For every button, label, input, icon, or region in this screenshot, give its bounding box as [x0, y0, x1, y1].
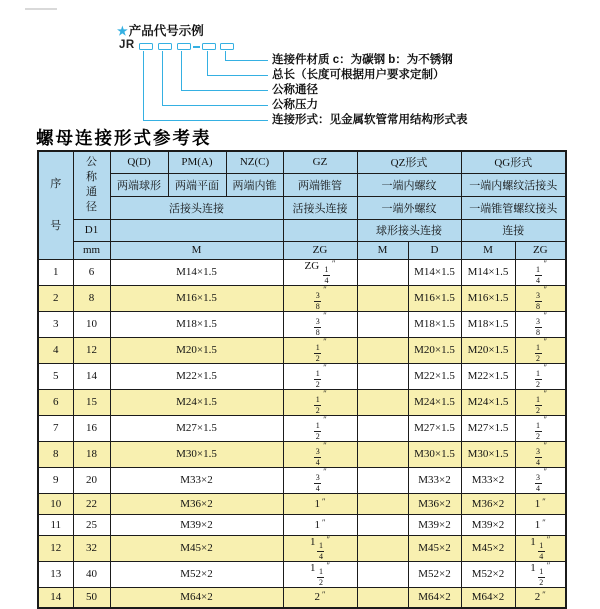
table-cell: M18×1.5 — [110, 311, 283, 337]
header-cell: 两端平面 — [168, 173, 226, 196]
header-cell-gz: GZ — [283, 151, 357, 173]
table-cell: $\frac{3}{8}$ ″ — [283, 311, 357, 337]
table-cell: M33×2 — [408, 467, 461, 493]
header-cell: 一端内螺纹 — [357, 173, 461, 196]
table-cell: M16×1.5 — [110, 285, 283, 311]
table-cell: M45×2 — [408, 535, 461, 561]
code-box-1 — [139, 43, 153, 50]
connector-line — [181, 51, 182, 90]
table-cell: M27×1.5 — [408, 415, 461, 441]
table-cell — [357, 363, 408, 389]
header-cell-d1: D1 — [73, 219, 110, 241]
table-cell: M20×1.5 — [408, 337, 461, 363]
diagram-title-text: 产品代号示例 — [128, 24, 204, 38]
table-cell: M18×1.5 — [461, 311, 515, 337]
table-cell: 1 $\frac{1}{4}$ ″ — [515, 535, 566, 561]
table-cell: 2 — [38, 285, 73, 311]
table-cell: M22×1.5 — [408, 363, 461, 389]
table-cell: M22×1.5 — [461, 363, 515, 389]
table-cell: M33×2 — [461, 467, 515, 493]
table-cell: 25 — [73, 514, 110, 535]
table-cell: M39×2 — [110, 514, 283, 535]
header-cell-pma: PM(A) — [168, 151, 226, 173]
table-row — [38, 587, 566, 608]
table-cell: 4 — [38, 337, 73, 363]
table-cell: 3 — [38, 311, 73, 337]
header-cell: 连接 — [461, 219, 566, 241]
code-dash — [193, 46, 200, 48]
table-cell: $\frac{1}{4}$ ″ — [515, 259, 566, 285]
diagram-label-connection: 连接形式：见金属软管常用结构形式表 — [272, 114, 468, 126]
table-cell: M52×2 — [110, 561, 283, 587]
header-cell: D — [408, 241, 461, 259]
table-cell: 32 — [73, 535, 110, 561]
table-cell: 50 — [73, 587, 110, 608]
header-cell: 两端球形 — [110, 173, 168, 196]
header-cell-qg: QG形式 — [461, 151, 566, 173]
table-row — [38, 389, 566, 415]
table-cell: M45×2 — [461, 535, 515, 561]
header-cell-dn: 公称通径 — [73, 151, 110, 219]
table-cell: M24×1.5 — [408, 389, 461, 415]
table-cell: 13 — [38, 561, 73, 587]
table-cell: M14×1.5 — [408, 259, 461, 285]
table-cell: 10 — [38, 493, 73, 514]
table-cell: 7 — [38, 415, 73, 441]
table-cell: M30×1.5 — [408, 441, 461, 467]
header-cell: ZG — [283, 241, 357, 259]
connector-line — [225, 51, 226, 60]
table-cell: $\frac{1}{2}$ ″ — [515, 415, 566, 441]
table-cell: 6 — [38, 389, 73, 415]
table-cell: M30×1.5 — [461, 441, 515, 467]
table-cell: $\frac{3}{4}$ ″ — [283, 467, 357, 493]
table-cell: M64×2 — [408, 587, 461, 608]
table-cell — [357, 389, 408, 415]
table-cell: 2 ″ — [515, 587, 566, 608]
table-row — [38, 363, 566, 389]
table-cell: 1 ″ — [283, 493, 357, 514]
header-cell: 一端外螺纹 — [357, 196, 461, 219]
table-cell: M45×2 — [110, 535, 283, 561]
table-cell: M36×2 — [110, 493, 283, 514]
diagram-label-pressure: 公称压力 — [272, 99, 318, 111]
table-cell: 6 — [73, 259, 110, 285]
table-cell: $\frac{1}{2}$ ″ — [283, 389, 357, 415]
table-cell — [357, 415, 408, 441]
table-cell: M24×1.5 — [110, 389, 283, 415]
header-row-4 — [38, 219, 566, 241]
table-cell: 2 ″ — [283, 587, 357, 608]
code-box-2 — [158, 43, 172, 50]
table-cell: 14 — [38, 587, 73, 608]
table-cell: $\frac{1}{2}$ ″ — [283, 363, 357, 389]
header-cell: M — [357, 241, 408, 259]
table-row — [38, 561, 566, 587]
header-row-1 — [38, 151, 566, 173]
table-cell — [357, 561, 408, 587]
diagram-title — [117, 21, 204, 39]
table-row — [38, 311, 566, 337]
table-cell: 40 — [73, 561, 110, 587]
table-cell: $\frac{3}{4}$ ″ — [515, 441, 566, 467]
table-cell: $\frac{1}{2}$ ″ — [515, 363, 566, 389]
table-cell: $\frac{3}{4}$ ″ — [283, 441, 357, 467]
table-row — [38, 285, 566, 311]
table-cell: M14×1.5 — [461, 259, 515, 285]
header-row-3 — [38, 196, 566, 219]
table-cell: M64×2 — [110, 587, 283, 608]
table-cell: 15 — [73, 389, 110, 415]
code-box-4 — [202, 43, 216, 50]
table-cell: M64×2 — [461, 587, 515, 608]
connector-line — [143, 120, 268, 121]
table-cell — [357, 535, 408, 561]
table-cell: M36×2 — [461, 493, 515, 514]
table-cell: 14 — [73, 363, 110, 389]
header-cell: 两端锥管 — [283, 173, 357, 196]
table-cell — [357, 587, 408, 608]
connector-line — [143, 51, 144, 120]
table-cell: 1 $\frac{1}{2}$ ″ — [515, 561, 566, 587]
scan-artifact — [25, 8, 57, 10]
product-code-prefix: JR — [119, 39, 135, 51]
table-cell: M39×2 — [461, 514, 515, 535]
table-cell: 18 — [73, 441, 110, 467]
table-cell: 12 — [73, 337, 110, 363]
table-cell: 1 ″ — [515, 514, 566, 535]
diagram-label-length: 总长（长度可根据用户要求定制） — [272, 69, 445, 81]
nut-connection-reference-table — [37, 150, 567, 609]
header-cell: 一端内螺纹活接头 — [461, 173, 566, 196]
table-cell: 1 $\frac{1}{4}$ ″ — [283, 535, 357, 561]
table-cell: M24×1.5 — [461, 389, 515, 415]
table-cell: M18×1.5 — [408, 311, 461, 337]
table-cell: 12 — [38, 535, 73, 561]
diagram-label-diameter: 公称通径 — [272, 84, 318, 96]
table-cell: M27×1.5 — [110, 415, 283, 441]
table-cell: 9 — [38, 467, 73, 493]
table-cell: 20 — [73, 467, 110, 493]
header-cell-empty — [110, 219, 283, 241]
connector-line — [225, 60, 268, 61]
header-cell-qd: Q(D) — [110, 151, 168, 173]
header-cell: 活接头连接 — [110, 196, 283, 219]
table-row — [38, 441, 566, 467]
table-cell: 16 — [73, 415, 110, 441]
table-cell: M27×1.5 — [461, 415, 515, 441]
table-cell — [357, 467, 408, 493]
connector-line — [207, 75, 268, 76]
connector-line — [162, 105, 268, 106]
table-cell: $\frac{1}{2}$ ″ — [283, 415, 357, 441]
table-cell — [357, 259, 408, 285]
header-cell: M — [461, 241, 515, 259]
table-cell: $\frac{3}{8}$ ″ — [283, 285, 357, 311]
header-cell-mm: mm — [73, 241, 110, 259]
table-cell: 11 — [38, 514, 73, 535]
table-cell: M20×1.5 — [110, 337, 283, 363]
header-cell: M — [110, 241, 283, 259]
table-cell: M20×1.5 — [461, 337, 515, 363]
table-row — [38, 493, 566, 514]
table-cell: 1 ″ — [283, 514, 357, 535]
table-cell: M14×1.5 — [110, 259, 283, 285]
table-cell: 5 — [38, 363, 73, 389]
star-icon: ★ — [117, 24, 128, 38]
connector-line — [207, 51, 208, 75]
diagram-label-material: 连接件材质 c：为碳钢 b：为不锈钢 — [272, 54, 453, 66]
header-cell-no: 序号 — [38, 151, 73, 259]
table-row — [38, 415, 566, 441]
table-cell: $\frac{1}{2}$ ″ — [515, 389, 566, 415]
table-cell: M22×1.5 — [110, 363, 283, 389]
header-cell: ZG — [515, 241, 566, 259]
connector-line — [162, 51, 163, 105]
table-row — [38, 514, 566, 535]
table-cell: ZG $\frac{1}{4}$ ″ — [283, 259, 357, 285]
code-box-5 — [220, 43, 234, 50]
header-row-2 — [38, 173, 566, 196]
table-cell: 1 — [38, 259, 73, 285]
header-row-5 — [38, 241, 566, 259]
table-cell — [357, 441, 408, 467]
table-cell: M52×2 — [408, 561, 461, 587]
table-cell: 10 — [73, 311, 110, 337]
table-cell: 22 — [73, 493, 110, 514]
table-row — [38, 467, 566, 493]
code-box-3 — [177, 43, 191, 50]
table-cell: M16×1.5 — [408, 285, 461, 311]
header-cell: 活接头连接 — [283, 196, 357, 219]
table-body — [38, 259, 566, 608]
table-cell — [357, 493, 408, 514]
table-row — [38, 337, 566, 363]
table-cell — [357, 514, 408, 535]
table-cell — [357, 311, 408, 337]
header-cell: 球形接头连接 — [357, 219, 461, 241]
table-cell: 1 ″ — [515, 493, 566, 514]
table-cell: 8 — [38, 441, 73, 467]
table-cell: M52×2 — [461, 561, 515, 587]
table-cell: $\frac{3}{8}$ ″ — [515, 285, 566, 311]
header-cell: 两端内锥 — [226, 173, 283, 196]
table-cell: $\frac{1}{2}$ ″ — [283, 337, 357, 363]
header-cell-empty — [283, 219, 357, 241]
header-cell-nzc: NZ(C) — [226, 151, 283, 173]
table-title: 螺母连接形式参考表 — [36, 128, 212, 148]
table-row — [38, 259, 566, 285]
table-cell: 8 — [73, 285, 110, 311]
table-row — [38, 535, 566, 561]
table-cell: M16×1.5 — [461, 285, 515, 311]
table-cell: $\frac{3}{8}$ ″ — [515, 311, 566, 337]
table-cell — [357, 337, 408, 363]
table-cell: 1 $\frac{1}{2}$ ″ — [283, 561, 357, 587]
table-cell: M39×2 — [408, 514, 461, 535]
table-cell: $\frac{3}{4}$ ″ — [515, 467, 566, 493]
table-cell: $\frac{1}{2}$ ″ — [515, 337, 566, 363]
table-cell — [357, 285, 408, 311]
connector-line — [181, 90, 268, 91]
header-cell-qz: QZ形式 — [357, 151, 461, 173]
table-cell: M30×1.5 — [110, 441, 283, 467]
table-cell: M36×2 — [408, 493, 461, 514]
header-cell: 一端锥管螺纹接头 — [461, 196, 566, 219]
table-cell: M33×2 — [110, 467, 283, 493]
